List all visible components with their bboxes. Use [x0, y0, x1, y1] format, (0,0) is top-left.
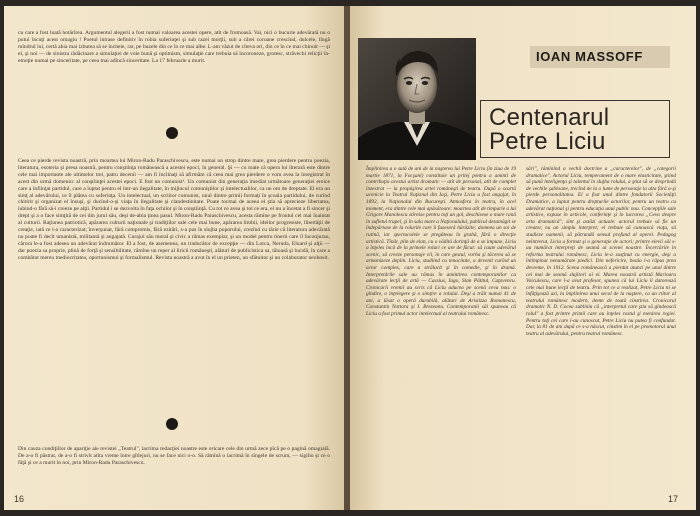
article-title-line-1: Centenarul	[489, 104, 610, 131]
page-number-left: 16	[14, 494, 25, 504]
portrait-image	[358, 38, 476, 160]
article-column-2: sări", rămînînd a vechii doctrine a „caracterelor", de „categorii dramatice". Actorul Liciu, temperament de o mare elasticitate, ştiind să pună inteligenţa şi talentul în slujba rolului, a ştiut să se desprindă de vechile şabloane, trecînd de la o lume de personaje la alta fără a-şi pierde personalitatea. El a fost unul dintre fondatorii Societăţii Dramatice, a luptat pentru drepturile actorilor, pentru un teatru cu adevărat naţional şi pentru educaţia unui public nou. Concepţiile sale artistice, expuse în articole, conferinţe şi în lucrarea „Ceva despre arta dramatică", sînt şi astăzi actuale: actorul trebuie să fie un creator, nu un simplu interpret; el trebuie să cunoască viaţa, să studieze oamenii, să pătrundă sensul profund al operei. Pedagog neîntrecut, Liciu a format şi o generaţie de actori; printre elevii săi s-au numărat interpreţi de seamă ai scenei noastre. Încercările în reforma teatrului românesc, Liciu le-a susţinut cu energie, deşi a întîmpinat nenumărate piedici. Din nefericire, boala l-a răpus prea devreme, în 1912. Scena românească a pierdut atunci pe unul dintre cei mai de seamă slujitori ai ei. Marea noastră artistă Marioara Voiculescu, care l-a avut profesor, spunea că lui Liciu îi datorează cele mai bune lecţii de teatru. Prin tot ce a realizat, Petre Liciu ni se înfăţişează azi, la împlinirea unui secol de la naştere, ca un ctitor al teatrului românesc modern, demn de toată cinstirea. Cronicarul dramatic N. D. Cocea sublinia că „interpretul care ştia să gîndească rolul" a fost printre primii care au înţeles rostul şi menirea regiei. Pentru toţi cei care l-au cunoscut, Petre Liciu nu putea fi confundat. Dar, la 81 de ani după ce s-a născut, cinstim în el pe promotorul unui teatru al adevărului, pentru teatrul românesc.	[526, 166, 676, 337]
section-bullet-1	[166, 127, 178, 139]
left-intro-paragraphs: cu care a fost luată hotărîrea. Argumentul alegerii a fost numai valoarea acestei opere, atît de frumoasă. Vai, nici o bucurie adevărată nu o putui încuţi acest omagiu ! Poetul intrase definitiv în robia suferinţei şi sub razei morţii, sub a cărei coroane crescînd, dulcele, lîngă mîndrul lui, certă abia mai izbutea să se încheie, rar, pe buzele din ce în ce mai albe. L-am văzut de cîteva ori, din ce în ce mai chinuit — şi el, şi noi — de sinistra rădăcinare a simulaţiei de voie bună şi optimism, simulaţie care trebuia să încoroneze, grotesc, străvechi relicţii în-emoţie numai pe sinceritate, pe ceea mai adîncă sinceritate. La 17 februarie a murit.	[18, 30, 330, 64]
portrait-photo	[358, 38, 476, 160]
author-name: IOAN MASSOFF	[536, 49, 643, 64]
left-closing-paragraph: Din cauza condiţiilor de apariţie ale revistei „Teatrul", lacrima redacţiei noastre este oricare cele din urmă zece pîcă pe o pagină omagială. De a-o fi păstrat, de a-o fi strivit atîta vreme între gîtlejuri, nu se face nici o-o. Să rămînă o lacrimă în sîngele de scrum, — sigiliu şi ce o făţă şi ce a murit în noi, prin Miron-Radu Paraschivescu.	[18, 446, 330, 466]
section-bullet-2	[166, 418, 178, 430]
left-page	[4, 6, 344, 510]
article-title-line-2: Petre Liciu	[489, 128, 606, 155]
article-column-1: Împlinirea a o sută de ani de la naşterea lui Petre Liciu (în ziua de 19 martie 1871, la Focşani) constituie un prilej pentru a aminti de contribuţia acestui artist dramatic — atît de personal, atît de complet înzestrat — la propăşirea artei româneşti de teatru. După o scurtă ucenicie la Teatrul Naţional din Iaşi, Petre Liciu a fost angajat, în 1892, la Naţionalul din Bucureşti. Atmosfera în teatru, în acel moment, era dintre cele mai apăsătoare: moartea atît de timpurie a lui Grigore Manolescu stîrnise pentru toţi un gol, deschisese o mare rană în sufletul trupei, şi în sala mare a Naţionalului, publicul dezamăgit se îndepărtase de la rolurile care îi fuseseră hărăzite; domnea un soi de rutină, iar spectacolele se pregăteau în grabă, fără o direcţie artistică. Tînăr, plin de elan, cu o vădită dorinţă de a se impune, Liciu a înţeles încă de la primele roluri ce are de făcut: să caute adevărul scenic, să creeze personaje vii, în care gestul, vorba şi tăcerea să se armonizeze deplin. Liciu, studiind cu tenacitate, a devenit curînd un actor complex, care a strălucit şi în comedie, şi în dramă. Interpretările sale au rămas în amintirea contemporanilor ca adevărate lecţii de artă — Cassius, Iago, Stan Pătitul, Caţavencu. Cronicarii vremii au scris că Liciu aducea pe scenă ceva nou: o gîndire, o înţelegere şi o simţire a rolului. Deşi a trăit numai 41 de ani, a lăsat o operă durabilă, alături de Aristizza Romanescu, Constantin Nottara şi I. Brezeanu. Contemporanii săi spuneau că Liciu a fost primul actor intelectual al teatrului românesc.	[366, 166, 516, 318]
left-main-paragraphs: Ceea ce pierde revista noastră, prin moartea lui Miron-Radu Paraschivescu, este numai un strop dintre mare, grea pierdere pentru poezia, literatura, esoteria şi presa noastră, pentru conştiinţa românească a acestei epoci, în general. Şi — cu toate că opera lui literară este dintre cele mai importante ale ultimelor trei, patru decenii — am fi înclinaţi să afirmăm că ceea mai grea pierdere o vom avea la înregistrat în acest din urmă domeniu: al conştiinţei acestei epoci. E fost un comunist¹. Un comunist din generaţia imediat următoare generaţiei eroice care a înfiinţat partidul, care a luptat pentru el într-un ilegalitate, în mijlocul comuniştilor şi intelectualilor, ca un om de dreptate. El era un simţ al adevărului, ce îl plătea cu suferinţa. Un intelectual, un scriitor comunist, unul dintre primii formaţi în şcoala partidului, de curînd chitirit şi organizat el însuşi, şi ducînd-o-şi viaţa în ilegalitate şi clandestinitate. Poate tocmai de aceea el ştia să aprecieze libertatea, iubind-o fără să-i creeze pe alţii. Partidul i se dezvolta în faţa ochilor şi în conştiinţă. Cu tot ce avea şi tot ce era, el nu a încetat a fi sincer şi drept şi a o face simţită de cei din jurul său, deşi de-abia ţinea pasul. Miron-Radu Paraschivescu, acesta rămîne pe frontul cel mai înaintat al culturii. Raţiunea patriotică, apărarea culturii naţionale şi tradiţiilor sale cele mai bune, apărarea limbii, ideilor progresiste, libertăţii de creaţie, iată ce l-a caracterizat; înverşunat, fără compromis, fără ezitări, s-a pus în slujba poporului, crezînd cu tărie că literatura adevărată nu poate fi decît umanistă, militantă şi angajată. Curajul său moral şi civic a rămas exemplar, şi un model pentru tinerii care îl înconjurau, cărora le-a fost adesea un adevărat îndrumător. El a fost, de asemenea, un traducător de excepţie — din Lorca, Neruda, Eluard şi alţii — dar poezia sa proprie, plină de forţă şi sensibilitate, rămîne un reper al liricii româneşti, alături de publicistica sa, tăioasă şi lucidă, în care a combătut mereu mediocritatea, oportunismul şi formalismul. Revista noastră a avut în el un prieten, un sfătuitor şi un colaborator neobosit.	[18, 158, 330, 261]
page-number-right: 17	[668, 494, 679, 504]
right-page	[350, 6, 696, 510]
